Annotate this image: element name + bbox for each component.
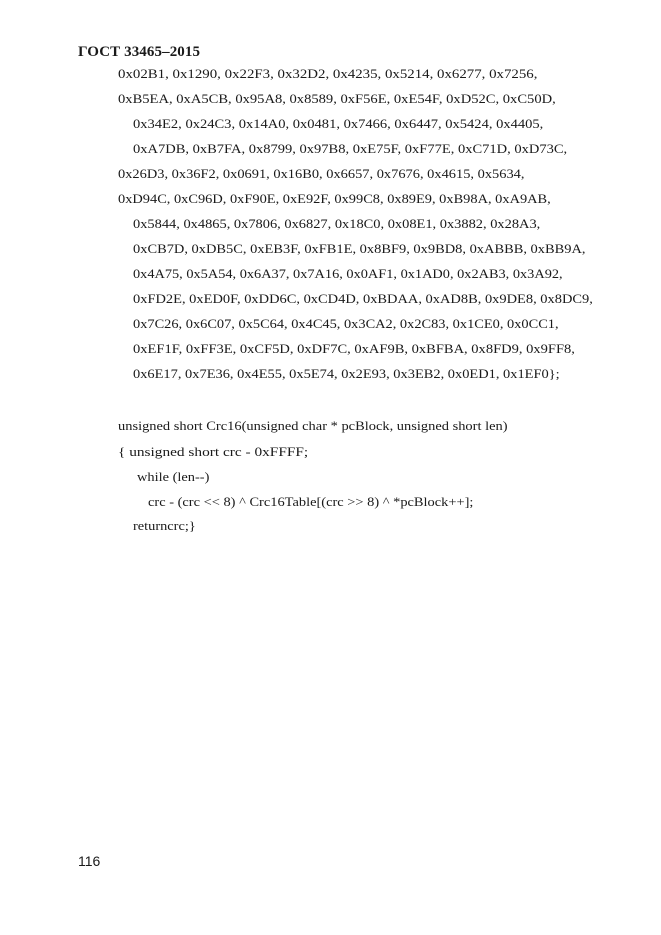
page-header: ГОСТ 33465–2015: [78, 44, 201, 60]
table-line: 0x34E2, 0x24C3, 0x14A0, 0x0481, 0x7466, 0x6447, 0x5424, 0x4405,: [133, 116, 544, 131]
table-line: 0xB5EA, 0xA5CB, 0x95A8, 0x8589, 0xF56E, 0xE54F, 0xD52C, 0xC50D,: [118, 91, 556, 106]
table-line: 0xFD2E, 0xED0F, 0xDD6C, 0xCD4D, 0xBDAA, 0xAD8B, 0x9DE8, 0x8DC9,: [133, 291, 593, 306]
code-line: returncrc;}: [133, 518, 196, 533]
table-line: 0x4A75, 0x5A54, 0x6A37, 0x7A16, 0x0AF1, 0x1AD0, 0x2AB3, 0x3A92,: [133, 266, 563, 281]
table-line: 0xA7DB, 0xB7FA, 0x8799, 0x97B8, 0xE75F, 0xF77E, 0xC71D, 0xD73C,: [133, 141, 568, 156]
table-line: 0x6E17, 0x7E36, 0x4E55, 0x5E74, 0x2E93, 0x3EB2, 0x0ED1, 0x1EF0};: [133, 366, 560, 381]
code-line: unsigned short Crc16(unsigned char * pcBlock, unsigned short len): [118, 418, 508, 433]
table-line: 0x26D3, 0x36F2, 0x0691, 0x16B0, 0x6657, 0x7676, 0x4615, 0x5634,: [118, 166, 525, 181]
page-number: 116: [78, 853, 101, 869]
table-line: 0x7C26, 0x6C07, 0x5C64, 0x4C45, 0x3CA2, 0x2C83, 0x1CE0, 0x0CC1,: [133, 316, 559, 331]
table-line: 0xEF1F, 0xFF3E, 0xCF5D, 0xDF7C, 0xAF9B, 0xBFBA, 0x8FD9, 0x9FF8,: [133, 341, 575, 356]
code-line: crc - (crc << 8) ^ Crc16Table[(crc >> 8) ^ *pcBlock++];: [148, 494, 474, 509]
table-line: 0x5844, 0x4865, 0x7806, 0x6827, 0x18C0, 0x08E1, 0x3882, 0x28A3,: [133, 216, 541, 231]
code-line: while (len--): [137, 469, 210, 484]
code-line: { unsigned short crc - 0xFFFF;: [118, 444, 309, 459]
table-line: 0xCB7D, 0xDB5C, 0xEB3F, 0xFB1E, 0x8BF9, 0x9BD8, 0xABBB, 0xBB9A,: [133, 241, 586, 256]
table-line: 0x02B1, 0x1290, 0x22F3, 0x32D2, 0x4235, 0x5214, 0x6277, 0x7256,: [118, 66, 538, 81]
table-line: 0xD94C, 0xC96D, 0xF90E, 0xE92F, 0x99C8, 0x89E9, 0xB98A, 0xA9AB,: [118, 191, 551, 206]
